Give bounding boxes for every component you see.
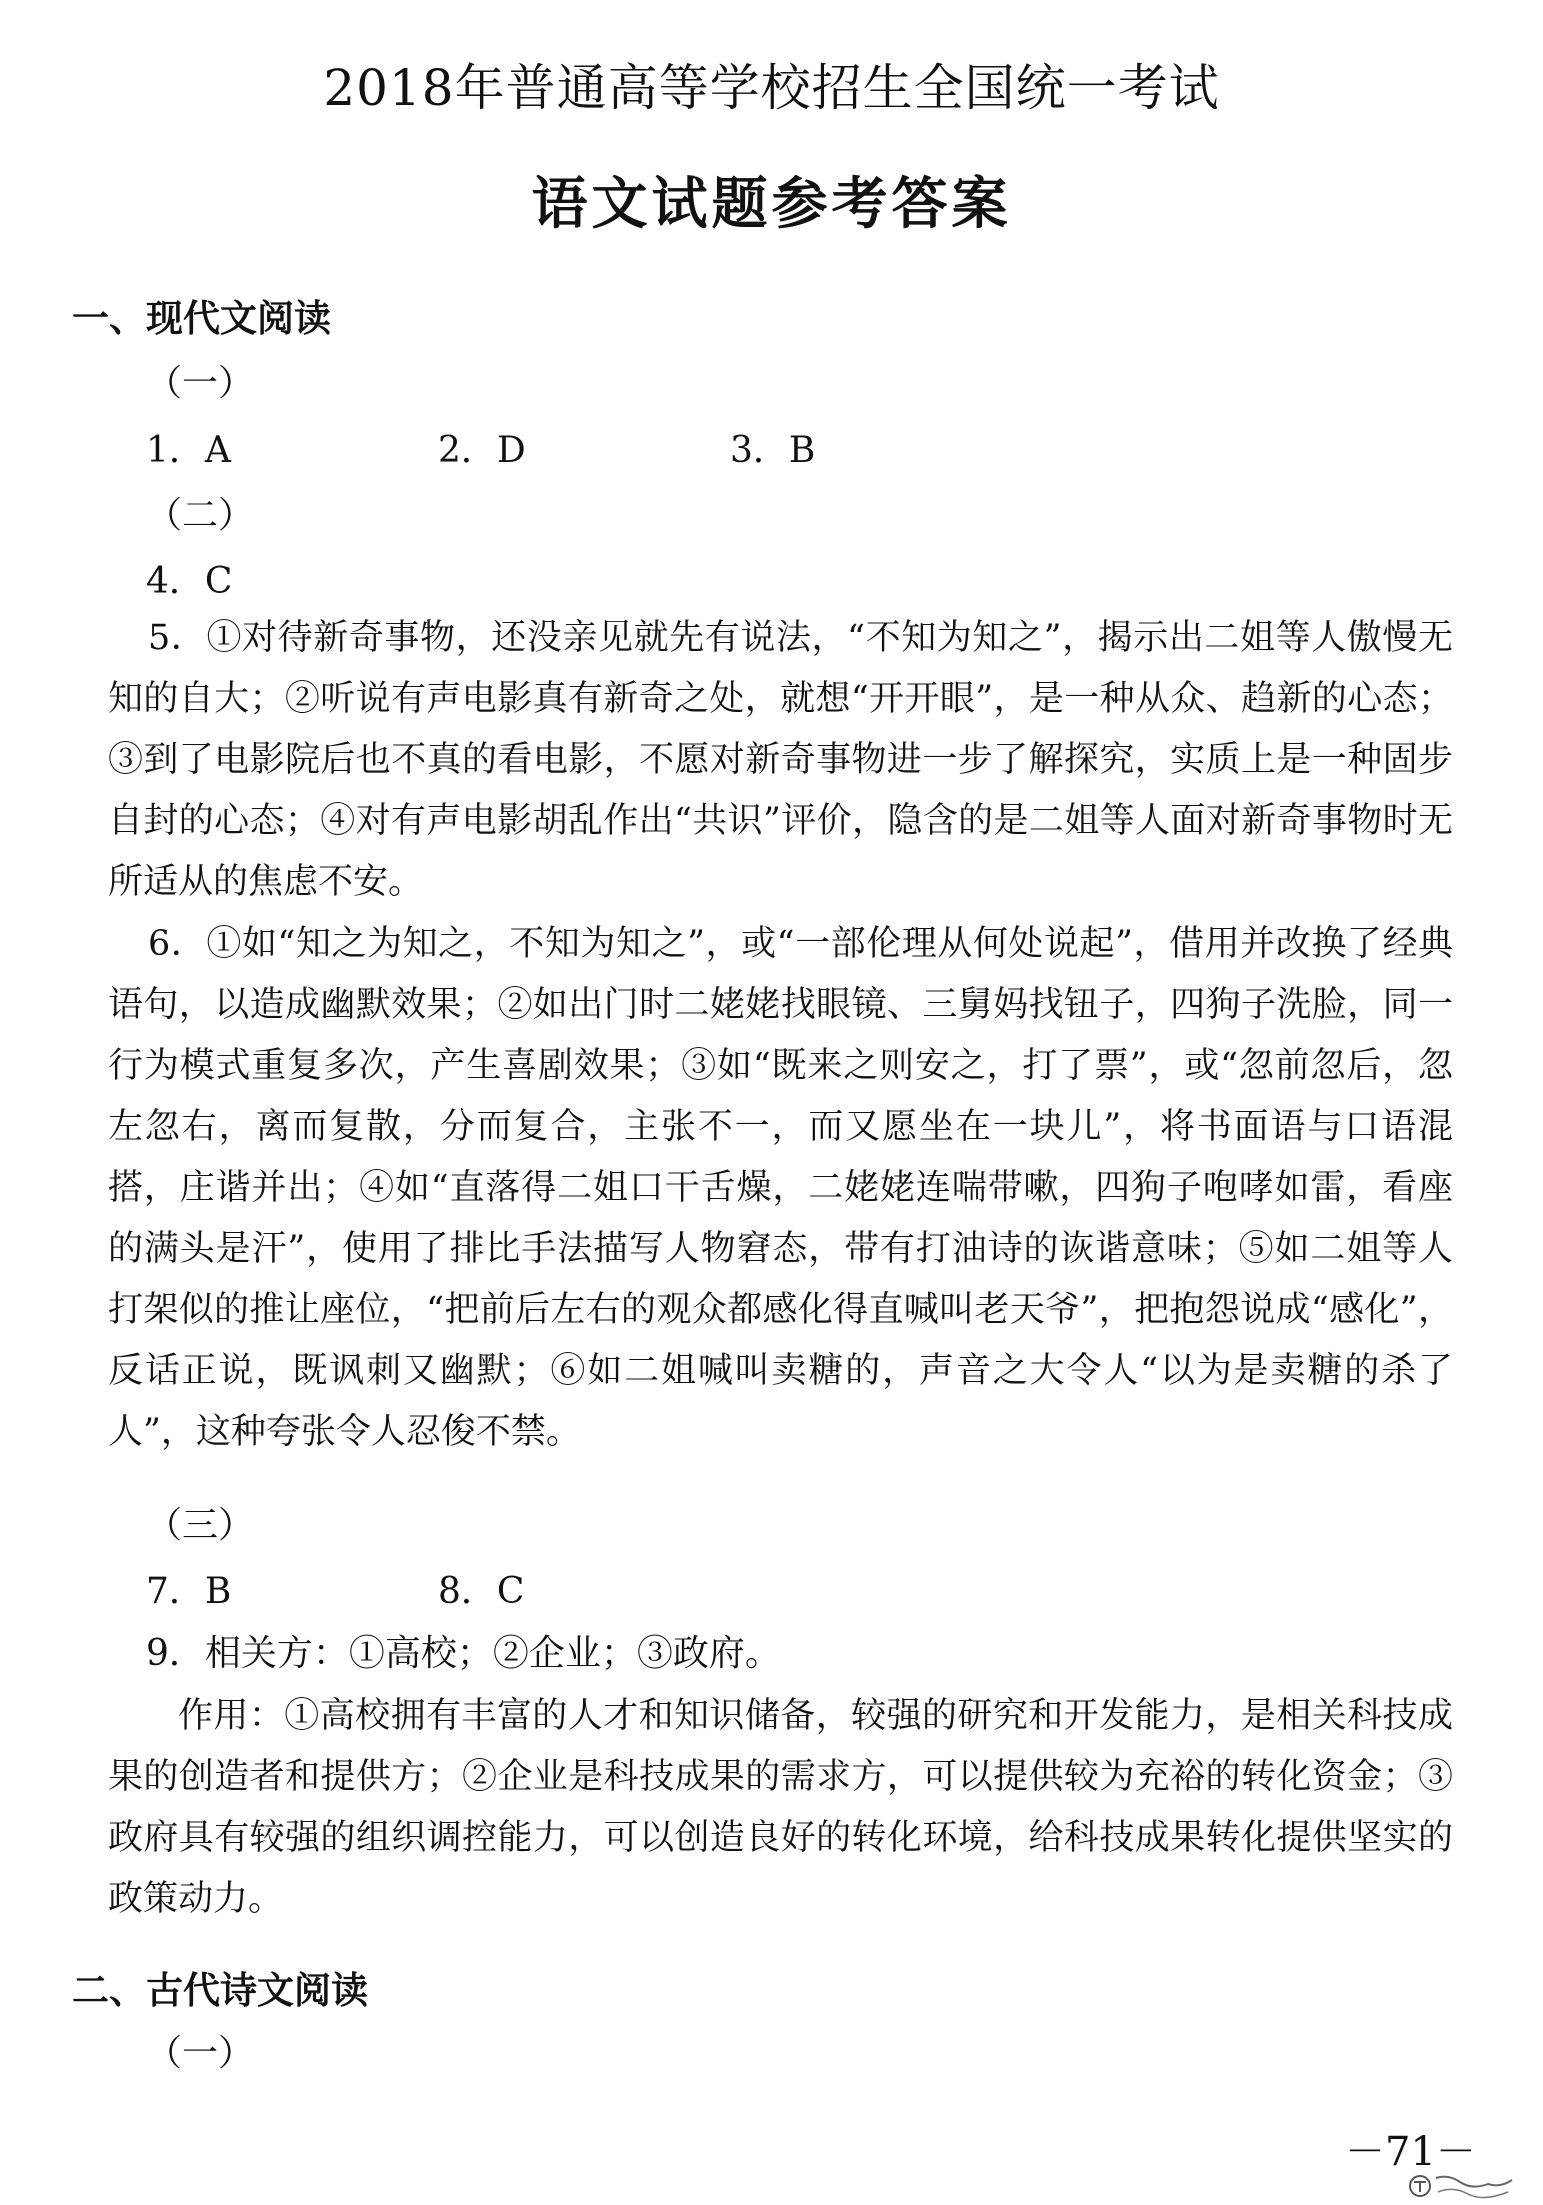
exam-title: 2018年普通高等学校招生全国统一考试 [323,59,1220,117]
answer-q4: 4．C [146,561,233,602]
page-number: －71－ [1345,2129,1476,2175]
part-label-classical-1: （一） [146,2033,255,2074]
watermark-logo [1408,2172,1518,2205]
answer-q5: 5．①对待新奇事物，还没亲见就先有说法，“不知为知之”，揭示出二姐等人傲慢无知的自大；②听说有声电影真有新奇之处，就想“开开眼”，是一种从众、趋新的心态；③到了电影院后也不真的看电影，不愿对新奇事物进一步了解探究，实质上是一种固步自封的心态；④对有声电影胡乱作出“共识”评价，隐含的是二姐等人面对新奇事物时无所适从的焦虑不安。 [108,618,1453,902]
answer-q9-parties: 9．相关方：①高校；②企业；③政府。 [146,1633,781,1674]
part-label-1: （一） [146,363,255,404]
watermark-logo-icon [1408,2172,1518,2200]
answer-q1: 1．A [146,430,231,471]
answer-q3: 3．B [730,430,816,471]
section-heading-modern-reading: 一、现代文阅读 [72,297,331,340]
section-heading-classical-reading: 二、古代诗文阅读 [72,1969,368,2012]
document-subtitle: 语文试题参考答案 [531,172,1012,237]
answer-q7: 7．B [146,1571,232,1612]
part-label-3: （三） [146,1505,255,1546]
answer-q6: 6．①如“知之为知之，不知为知之”，或“一部伦理从何处说起”，借用并改换了经典语句，以造成幽默效果；②如出门时二姥姥找眼镜、三舅妈找钮子，四狗子洗脸，同一行为模式重复多次，产生喜剧效果；③如“既来之则安之，打了票”，或“忽前忽后，忽左忽右，离而复散，分而复合，主张不一，而又愿坐在一块儿”，将书面语与口语混搭，庄谐并出；④如“直落得二姐口干舌燥，二姥姥连喘带嗽，四狗子咆哮如雷，看座的满头是汗”，使用了排比手法描写人物窘态，带有打油诗的诙谐意味；⑤如二姐等人打架似的推让座位，“把前后左右的观众都感化得直喊叫老天爷”，把抱怨说成“感化”，反话正说，既讽刺又幽默；⑥如二姐喊叫卖糖的，声音之大令人“以为是卖糖的杀了人”，这种夸张令人忍俊不禁。 [108,924,1453,1452]
part-label-2: （二） [146,495,255,536]
answer-q2: 2．D [438,430,526,471]
answer-q9-roles: 作用：①高校拥有丰富的人才和知识储备，较强的研究和开发能力，是相关科技成果的创造者和提供方；②企业是科技成果的需求方，可以提供较为充裕的转化资金；③政府具有较强的组织调控能力，可以创造良好的转化环境，给科技成果转化提供坚实的政策动力。 [108,1696,1453,1919]
answer-q8: 8．C [438,1571,525,1612]
